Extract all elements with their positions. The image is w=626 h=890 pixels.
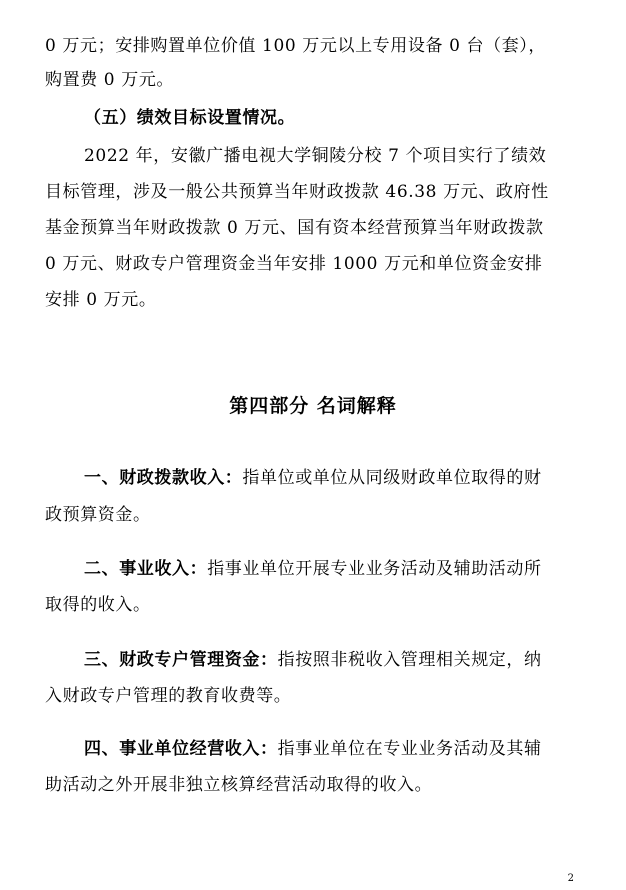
term-definition-continued: 入财政专户管理的教育收费等。 [45, 686, 292, 706]
part-heading: 第四部分 名词解释 [229, 395, 397, 417]
term-entry [84, 557, 624, 581]
paragraph-line: 安排 0 万元。 [45, 290, 157, 310]
term-definition-continued: 取得的收入。 [45, 595, 151, 615]
section-title: （五）绩效目标设置情况。 [84, 108, 296, 128]
paragraph-line: 2022 年，安徽广播电视大学铜陵分校 7 个项目实行了绩效 [84, 146, 547, 166]
term-definition: 指单位或单位从同级财政单位取得的财 [242, 468, 542, 488]
term-label: 四、事业单位经营收入： [84, 739, 278, 759]
term-definition: 指按照非税收入管理相关规定，纳 [277, 650, 542, 670]
term-definition: 指事业单位在专业业务活动及其辅 [277, 739, 542, 759]
term-definition: 指事业单位开展专业业务活动及辅助活动所 [207, 559, 542, 579]
term-entry [84, 466, 624, 490]
term-label: 一、财政拨款收入： [84, 468, 243, 488]
term-label: 三、财政专户管理资金： [84, 650, 278, 670]
paragraph-line: 基金预算当年财政拨款 0 万元、国有资本经营预算当年财政拨款 [45, 218, 544, 238]
paragraph-line: 购置费 0 万元。 [45, 70, 175, 90]
paragraph-line: 0 万元；安排购置单位价值 100 万元以上专用设备 0 台（套）， [45, 36, 546, 56]
term-entry [84, 648, 624, 672]
term-label: 二、事业收入： [84, 559, 208, 579]
term-definition-continued: 政预算资金。 [45, 505, 151, 525]
paragraph-line: 目标管理，涉及一般公共预算当年财政拨款 46.38 万元、政府性 [45, 182, 549, 202]
term-entry [84, 737, 624, 761]
term-definition-continued: 助活动之外开展非独立核算经营活动取得的收入。 [45, 775, 433, 795]
paragraph-line: 0 万元、财政专户管理资金当年安排 1000 万元和单位资金安排 [45, 254, 543, 274]
page-number: 2 [567, 873, 574, 884]
